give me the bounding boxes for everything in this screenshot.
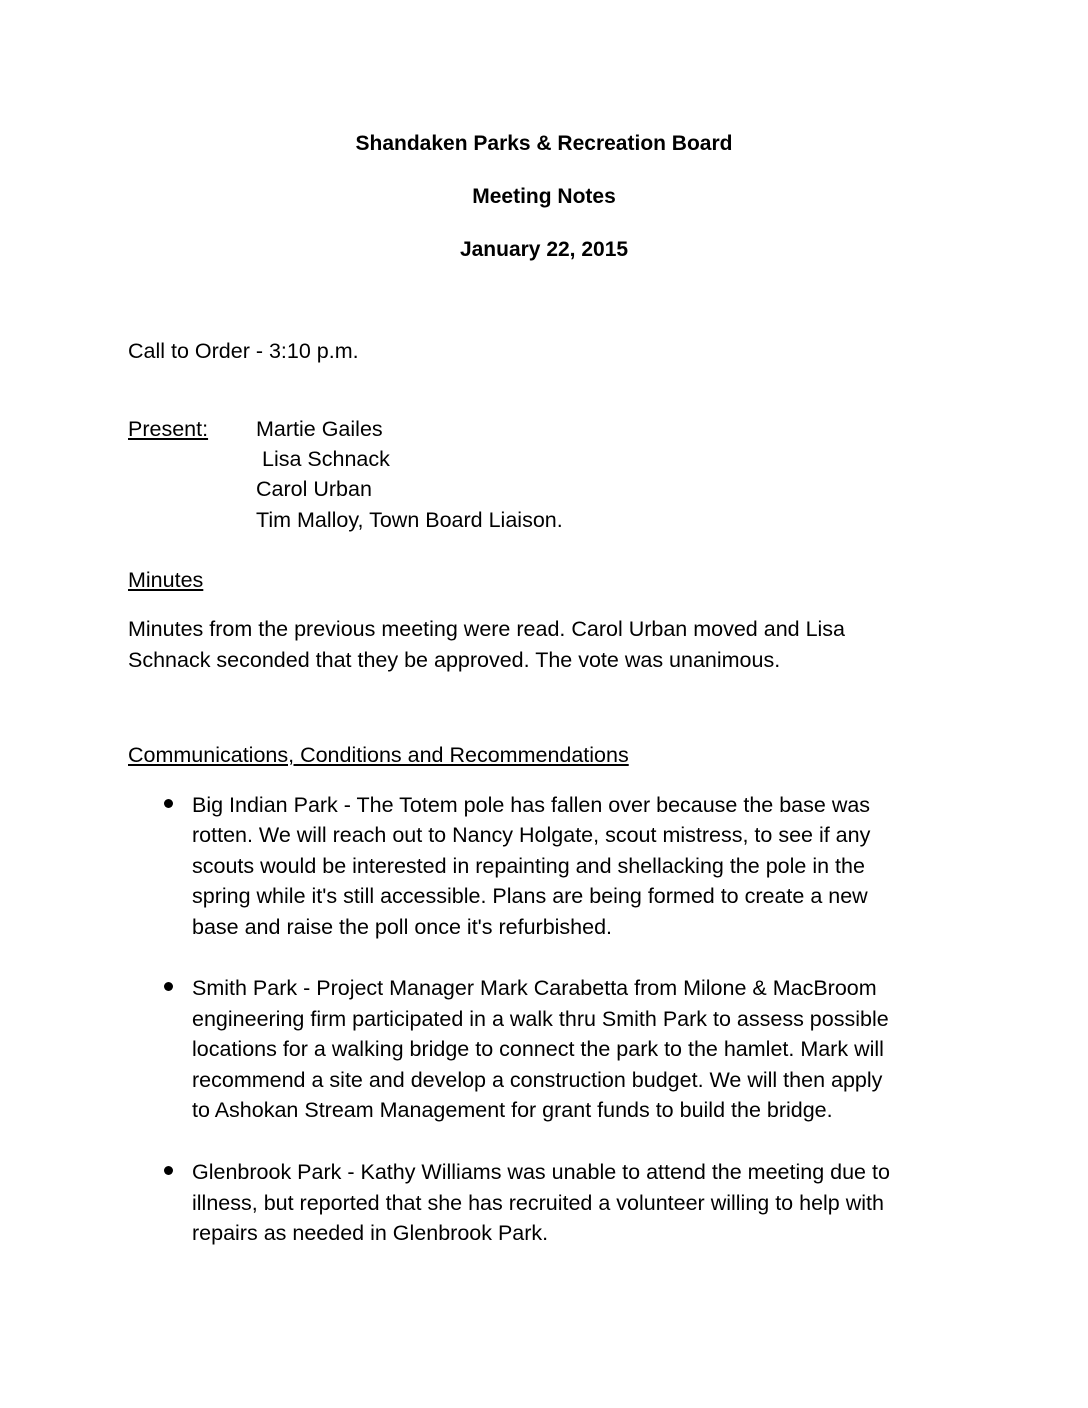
list-item-line: Big Indian Park - The Totem pole has fallen over because the base was bbox=[192, 793, 871, 817]
communications-heading: Communications, Conditions and Recommendations bbox=[128, 743, 629, 767]
list-item-line: scouts would be interested in repainting and shellacking the pole in the bbox=[192, 854, 865, 878]
list-item-line: illness, but reported that she has recruited a volunteer willing to help with bbox=[192, 1191, 884, 1215]
present-member: Tim Malloy, Town Board Liaison. bbox=[256, 508, 563, 532]
bullet-icon bbox=[164, 982, 173, 991]
minutes-line: Schnack seconded that they be approved. The vote was unanimous. bbox=[128, 648, 781, 672]
list-item-line: rotten. We will reach out to Nancy Holgate, scout mistress, to see if any bbox=[192, 823, 871, 847]
present-member: Carol Urban bbox=[256, 477, 372, 501]
list-item-line: engineering firm participated in a walk thru Smith Park to assess possible bbox=[192, 1007, 889, 1031]
minutes-heading: Minutes bbox=[128, 568, 204, 592]
list-item-line: recommend a site and develop a construction budget. We will then apply bbox=[192, 1068, 883, 1092]
meeting-date: January 22, 2015 bbox=[459, 238, 629, 261]
present-member: Martie Gailes bbox=[256, 417, 383, 441]
present-member: Lisa Schnack bbox=[262, 447, 390, 471]
document-type-title: Meeting Notes bbox=[472, 185, 616, 208]
list-item-line: locations for a walking bridge to connect the park to the hamlet. Mark will bbox=[192, 1037, 884, 1061]
organization-title: Shandaken Parks & Recreation Board bbox=[355, 132, 733, 155]
present-label: Present: bbox=[128, 417, 209, 441]
minutes-line: Minutes from the previous meeting were read. Carol Urban moved and Lisa bbox=[128, 617, 846, 641]
bullet-icon bbox=[164, 1166, 173, 1175]
list-item-line: Glenbrook Park - Kathy Williams was unable to attend the meeting due to bbox=[192, 1160, 890, 1184]
call-to-order: Call to Order - 3:10 p.m. bbox=[128, 339, 359, 363]
list-item-line: to Ashokan Stream Management for grant funds to build the bridge. bbox=[192, 1098, 833, 1122]
list-item-line: Smith Park - Project Manager Mark Carabetta from Milone & MacBroom bbox=[192, 976, 877, 1000]
list-item-line: spring while it's still accessible. Plans are being formed to create a new bbox=[192, 884, 868, 908]
list-item-line: base and raise the poll once it's refurbished. bbox=[192, 915, 613, 939]
bullet-icon bbox=[164, 799, 173, 808]
list-item-line: repairs as needed in Glenbrook Park. bbox=[192, 1221, 549, 1245]
